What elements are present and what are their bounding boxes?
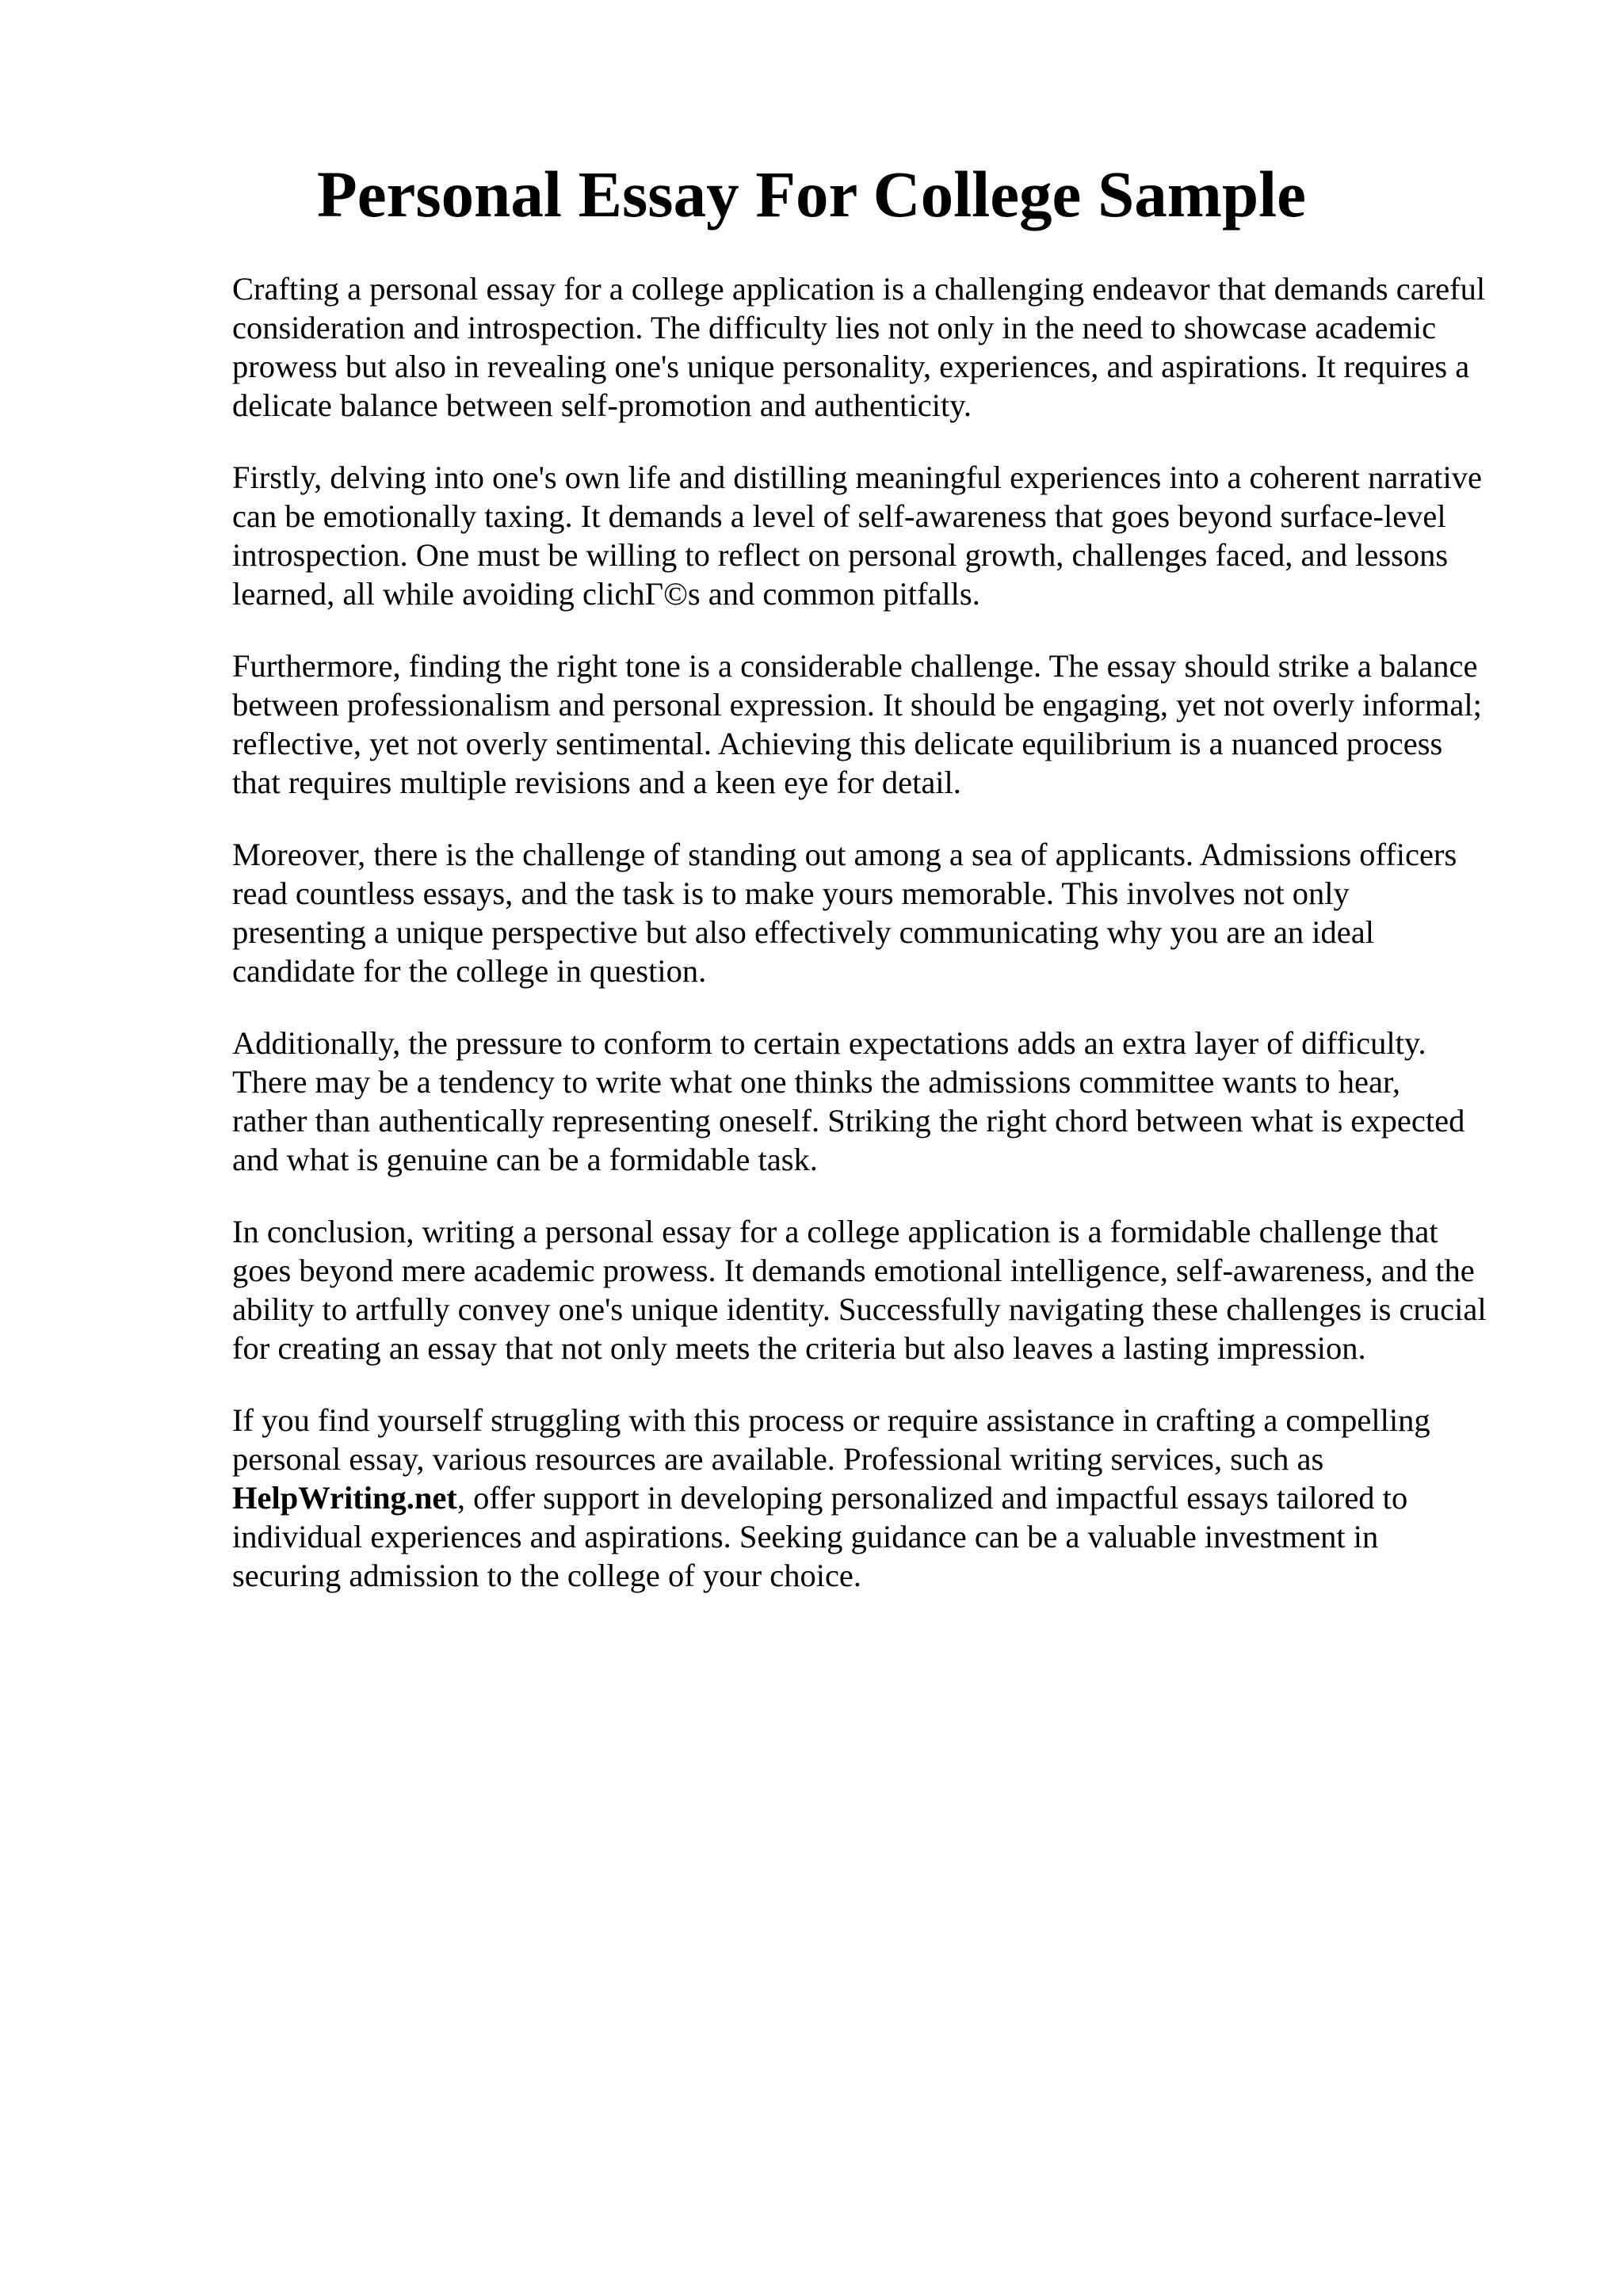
text-line: reflective, yet not overly sentimental. Achieving this delicate equilibrium is a nuanced process [232, 726, 1443, 761]
text-line: ability to artfully convey one's unique identity. Successfully navigating these challenges is crucial [232, 1291, 1487, 1327]
text-line: personal essay, various resources are available. Professional writing services, such as [232, 1441, 1324, 1477]
text-line: securing admission to the college of your choice. [232, 1558, 862, 1593]
paragraph-5 [232, 1024, 1532, 1179]
text-line: If you find yourself struggling with this process or require assistance in crafting a compelling [232, 1402, 1430, 1438]
text-line: rather than authentically representing oneself. Striking the right chord between what is expected [232, 1103, 1465, 1138]
text-line: introspection. One must be willing to reflect on personal growth, challenges faced, and lessons [232, 537, 1449, 573]
text-line: and what is genuine can be a formidable task. [232, 1142, 818, 1177]
paragraph-4 [232, 835, 1532, 990]
text-line: individual experiences and aspirations. Seeking guidance can be a valuable investment in [232, 1519, 1379, 1554]
text-line: Crafting a personal essay for a college application is a challenging endeavor that demands careful [232, 271, 1486, 307]
text-line: presenting a unique perspective but also effectively communicating why you are an ideal [232, 914, 1375, 950]
text-fragment: , offer support in developing personalized and impactful essays tailored to [456, 1480, 1408, 1516]
text-line: can be emotionally taxing. It demands a level of self-awareness that goes beyond surface-level [232, 498, 1446, 534]
text-line: Additionally, the pressure to conform to certain expectations adds an extra layer of difficulty. [232, 1025, 1426, 1061]
text-line: consideration and introspection. The difficulty lies not only in the need to showcase academic [232, 310, 1437, 345]
page-title: Personal Essay For College Sample [317, 158, 1306, 231]
text-line: goes beyond mere academic prowess. It demands emotional intelligence, self-awareness, and the [232, 1253, 1475, 1288]
text-line: There may be a tendency to write what one thinks the admissions committee wants to hear, [232, 1064, 1400, 1100]
essay-body [232, 269, 1532, 1628]
text-line: learned, all while avoiding clichГ©s and common pitfalls. [232, 576, 980, 612]
text-line-with-brand [232, 1478, 1532, 1517]
text-line: In conclusion, writing a personal essay for a college application is a formidable challenge that [232, 1214, 1438, 1249]
brand-name: HelpWriting.net [232, 1480, 457, 1516]
paragraph-3 [232, 646, 1532, 802]
paragraph-1 [232, 269, 1532, 425]
text-line: delicate balance between self-promotion and authenticity. [232, 387, 972, 423]
text-line: read countless essays, and the task is to make yours memorable. This involves not only [232, 875, 1350, 911]
paragraph-7 [232, 1401, 1532, 1595]
text-line: between professionalism and personal expression. It should be engaging, yet not overly informal; [232, 687, 1482, 723]
text-line: Moreover, there is the challenge of standing out among a sea of applicants. Admissions officers [232, 837, 1457, 872]
text-line: prowess but also in revealing one's unique personality, experiences, and aspirations. It requires a [232, 349, 1470, 384]
text-line: that requires multiple revisions and a keen eye for detail. [232, 765, 961, 800]
text-line: for creating an essay that not only meets the criteria but also leaves a lasting impression. [232, 1330, 1366, 1366]
paragraph-2 [232, 458, 1532, 613]
text-line: Firstly, delving into one's own life and distilling meaningful experiences into a coherent narrative [232, 460, 1483, 495]
text-line: Furthermore, finding the right tone is a considerable challenge. The essay should strike a balance [232, 648, 1478, 684]
text-line: candidate for the college in question. [232, 953, 707, 989]
paragraph-6 [232, 1212, 1532, 1367]
